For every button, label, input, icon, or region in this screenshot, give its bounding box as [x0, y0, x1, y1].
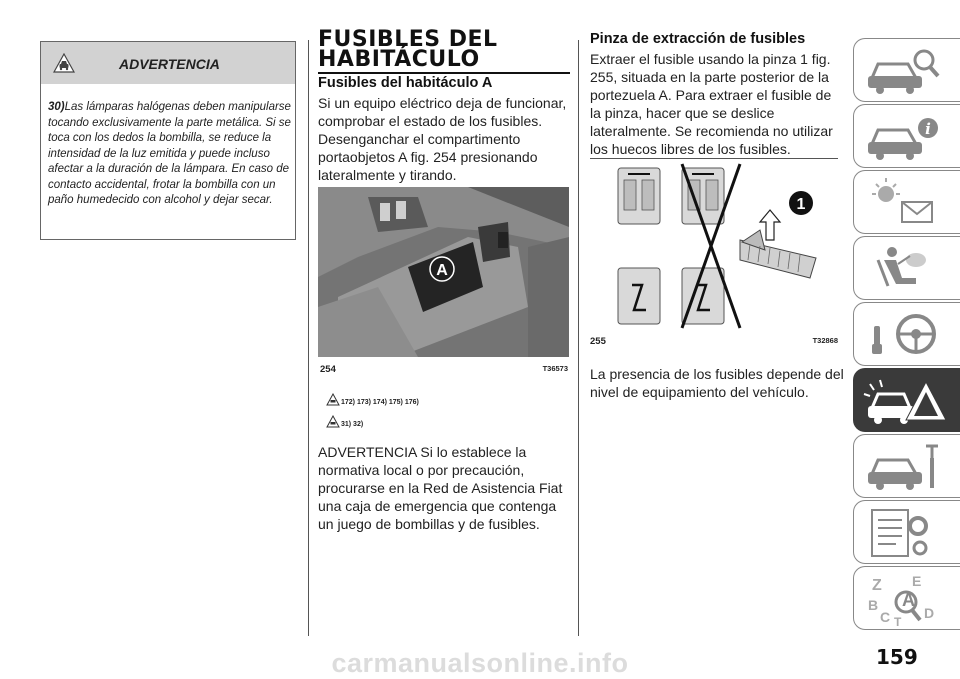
svg-text:i: i	[925, 120, 931, 138]
glovebox-photo	[318, 187, 569, 357]
section-title-line2: HABITÁCULO	[318, 47, 480, 72]
nav-tab-key-steering[interactable]	[853, 302, 960, 366]
pinza-paragraph: Extraer el fusible usando la pinza 1 fig. 255, situada en la parte posterior de la portezuela A. Para extraer el fusible de la pinza, hacer que se deslice lateralmente. Se recomienda no utilizar los huecos libres de los fusibles.	[590, 51, 833, 157]
airbag-seat-icon	[862, 240, 952, 298]
warning-ref-icon	[326, 415, 340, 428]
nav-tab-warning-lights[interactable]	[853, 170, 960, 234]
nav-tab-airbag[interactable]	[853, 236, 960, 300]
figure-255-number: 255	[590, 336, 606, 347]
nav-tab-index[interactable]	[853, 566, 960, 630]
warning-references: 31) 32)	[341, 421, 364, 428]
figure-254-label: A	[436, 262, 448, 279]
warning-text	[48, 100, 292, 209]
section-title-line1: FUSIBLES DEL	[318, 27, 498, 52]
section-title	[318, 27, 570, 74]
warning-header	[41, 42, 295, 84]
nav-tab-car-info[interactable]	[853, 104, 960, 168]
page-number: 159	[876, 645, 918, 669]
column-divider-right	[578, 40, 579, 636]
svg-text:A: A	[902, 590, 915, 610]
fuse-puller-diagram	[590, 160, 838, 332]
specs-gear-icon	[862, 504, 952, 562]
pinza-paragraph-2: La presencia de los fusibles depende del nivel de equipamiento del vehículo.	[590, 366, 844, 400]
svg-text:T: T	[894, 615, 902, 628]
svg-text:D: D	[924, 605, 935, 621]
figure-255	[590, 160, 838, 332]
car-search-icon	[862, 42, 952, 100]
nav-tab-emergency[interactable]	[853, 368, 960, 432]
caution-icon	[326, 393, 340, 406]
key-steering-wheel-icon	[862, 306, 952, 364]
svg-text:C: C	[880, 609, 891, 625]
warning-number: 30)	[48, 101, 65, 113]
warning-lights-message-icon	[862, 174, 952, 232]
warning-body: Las lámparas halógenas deben manipularse tocando exclusivamente la parte metálica. Si se toca con los dedos la bombilla, se reduce la intensidad de la luz emitida y puede incluso afectar a la duración de la lámpara. En caso de contacto accidental, frotar la bombilla con un paño humedecido con alcohol y dejar secar.	[48, 101, 291, 206]
car-emergency-icon	[862, 372, 952, 430]
figure-254-number: 254	[320, 364, 336, 375]
warning-title: ADVERTENCIA	[119, 56, 220, 72]
car-info-icon	[862, 108, 952, 166]
subheading-fusibles: Fusibles del habitáculo A	[318, 75, 493, 91]
column-divider-left	[308, 40, 309, 636]
caution-references: 172) 173) 174) 175) 176)	[341, 399, 419, 406]
svg-text:E: E	[912, 573, 922, 589]
alphabetical-index-icon	[862, 570, 952, 628]
watermark: carmanualsonline.info	[331, 648, 629, 678]
figure-255-code: T32868	[812, 336, 838, 345]
nav-tab-specs[interactable]	[853, 500, 960, 564]
svg-text:B: B	[868, 597, 879, 613]
nav-tab-car-search[interactable]	[853, 38, 960, 102]
svg-text:Z: Z	[872, 577, 882, 594]
figure-254	[318, 187, 569, 357]
car-maintenance-icon	[862, 438, 952, 496]
warning-box	[40, 41, 296, 240]
figure-255-label: 1	[796, 196, 806, 213]
paragraph-fusibles: Si un equipo eléctrico deja de funcionar, comprobar el estado de los fusibles. Desenganchar el compartimento portaobjetos A fig. 254 presionando lateralmente y tirando.	[318, 95, 567, 183]
warning-car-icon	[53, 53, 75, 73]
paragraph-advertencia: ADVERTENCIA Si lo establece la normativa local o por precaución, procurarse en la Red de Asistencia Fiat una caja de emergencia que contenga un juego de bombillas y de fusibles.	[318, 444, 563, 532]
pinza-heading: Pinza de extracción de fusibles	[590, 31, 806, 47]
figure-255-top-rule	[590, 158, 838, 159]
figure-254-code: T36573	[542, 364, 568, 373]
nav-tab-maintenance[interactable]	[853, 434, 960, 498]
